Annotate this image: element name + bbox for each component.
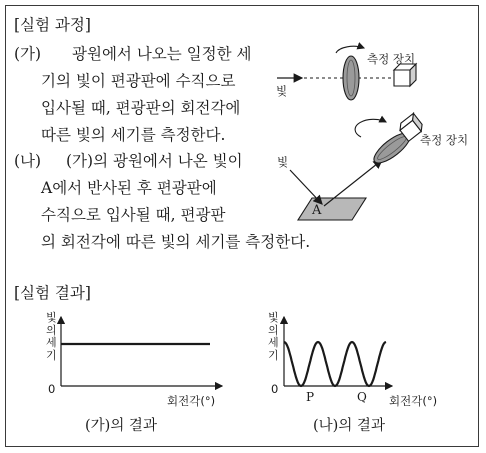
light-label: 빛 xyxy=(276,84,288,98)
y-axis-label: 빛 의 세 기 xyxy=(268,311,279,362)
process-heading: [실험 과정] xyxy=(14,16,91,34)
origin-label: 0 xyxy=(271,382,279,396)
y-axis-label: 빛 의 세 기 xyxy=(46,311,57,362)
tick-label-P: P xyxy=(306,390,315,404)
step-ga-line: 광원에서 나오는 일정한 세 xyxy=(72,45,252,63)
step-ga-line: 따른 빛의 세기를 측정한다. xyxy=(41,126,226,144)
graph-caption: (나)의 결과 xyxy=(313,418,385,434)
device-label: 측정 장치 xyxy=(420,133,469,147)
rotation-arrow xyxy=(355,119,386,137)
step-na-line: 수직으로 입사될 때, 편광판 xyxy=(41,206,226,224)
step-na-line: A에서 반사된 후 편광판에 xyxy=(41,179,217,197)
step-ga-line: 기의 빛이 편광판에 수직으로 xyxy=(41,72,236,90)
light-label: 빛 xyxy=(277,155,289,169)
graph-na xyxy=(284,317,392,386)
series-curve xyxy=(284,342,386,386)
origin-label: 0 xyxy=(48,382,56,396)
x-axis-label: 회전각(°) xyxy=(167,394,216,408)
result-heading: [실험 결과] xyxy=(14,284,91,302)
step-ga-marker: (가) xyxy=(14,45,42,63)
polarizer-plate xyxy=(343,56,359,100)
rotation-arrow xyxy=(336,46,364,53)
graph-ga xyxy=(61,317,222,386)
step-na-line: 의 회전각에 따른 빛의 세기를 측정한다. xyxy=(41,233,311,251)
graph-caption: (가)의 결과 xyxy=(85,418,157,434)
reflecting-surface-A xyxy=(298,198,366,220)
tick-label-Q: Q xyxy=(357,390,367,404)
step-ga-line: 입사될 때, 편광판의 회전각에 xyxy=(41,99,241,117)
diagram-na xyxy=(290,113,425,220)
step-na-line: (가)의 광원에서 나온 빛이 xyxy=(66,152,243,170)
surface-label-A: A xyxy=(312,203,322,218)
device-label: 측정 장치 xyxy=(367,52,416,66)
x-axis-label: 회전각(°) xyxy=(389,394,438,408)
incident-light-ray xyxy=(290,170,322,204)
step-na-marker: (나) xyxy=(14,152,42,170)
